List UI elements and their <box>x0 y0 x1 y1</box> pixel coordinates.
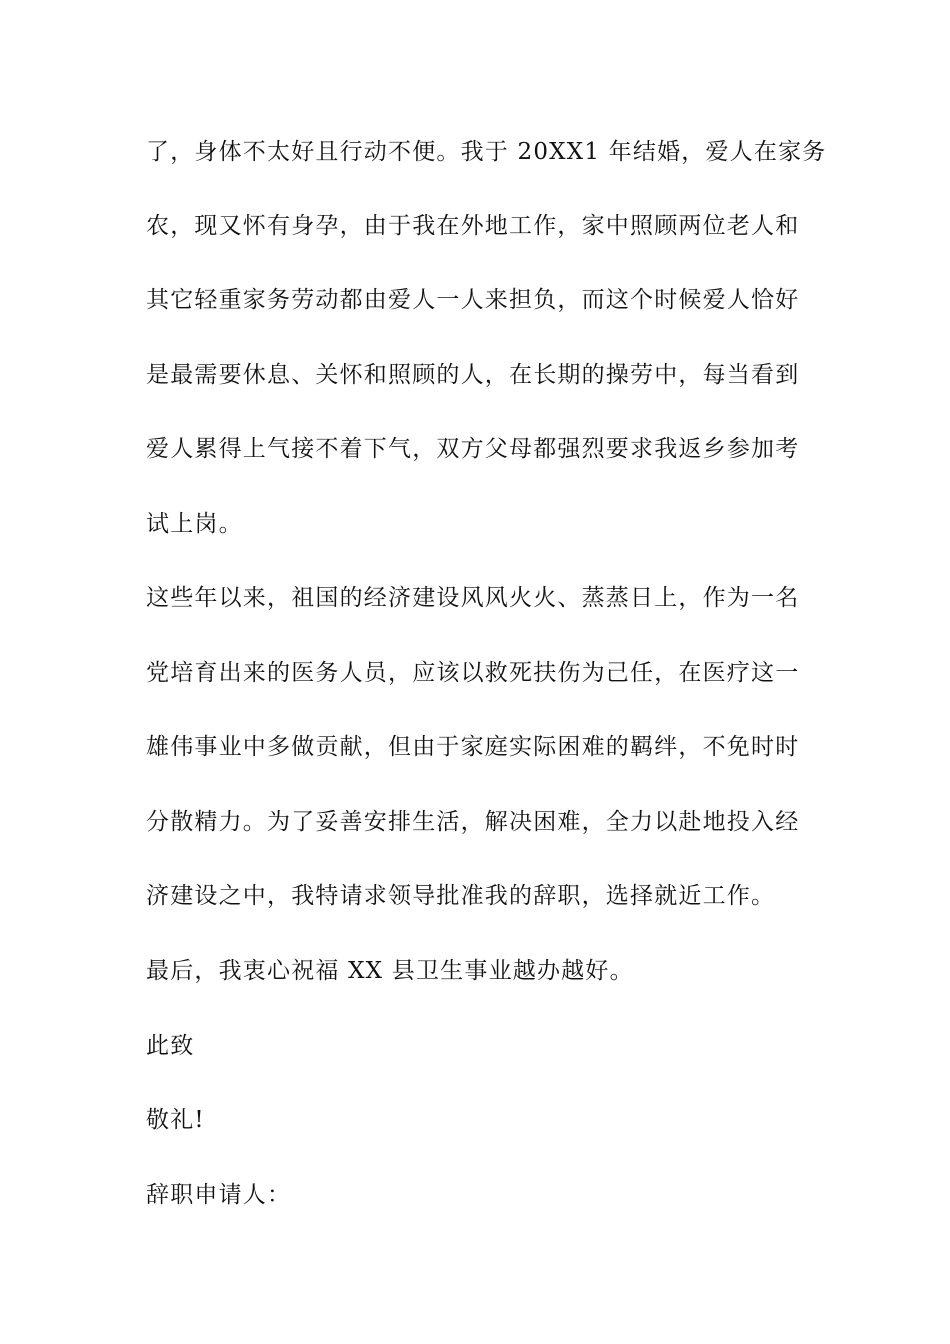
body-line-8: 党培育出来的医务人员，应该以救死扶伤为己任，在医疗这一 <box>146 660 800 686</box>
salutation-cizhi: 此致 <box>146 1033 195 1059</box>
body-line-9: 雄伟事业中多做贡献，但由于家庭实际困难的羁绊，不免时时 <box>146 734 800 760</box>
body-line-1: 了，身体不太好且行动不便。我于 20XX1 年结婚，爱人在家务 <box>146 139 827 165</box>
body-line-6: 试上岗。 <box>146 511 243 537</box>
body-line-2: 农，现又怀有身孕，由于我在外地工作，家中照顾两位老人和 <box>146 213 800 239</box>
body-line-3: 其它轻重家务劳动都由爱人一人来担负，而这个时候爱人恰好 <box>146 287 800 313</box>
body-line-7: 这些年以来，祖国的经济建设风风火火、蒸蒸日上，作为一名 <box>146 585 800 611</box>
closing-wish: 最后，我衷心祝福 XX 县卫生事业越办越好。 <box>146 958 634 984</box>
signature-label: 辞职申请人： <box>146 1182 292 1208</box>
salutation-jingli: 敬礼! <box>146 1107 205 1133</box>
body-line-10: 分散精力。为了妥善安排生活，解决困难，全力以赴地投入经 <box>146 809 800 835</box>
body-line-11: 济建设之中，我特请求领导批准我的辞职，选择就近工作。 <box>146 883 776 909</box>
body-line-5: 爱人累得上气接不着下气，双方父母都强烈要求我返乡参加考 <box>146 436 800 462</box>
body-line-4: 是最需要休息、关怀和照顾的人，在长期的操劳中，每当看到 <box>146 362 800 388</box>
